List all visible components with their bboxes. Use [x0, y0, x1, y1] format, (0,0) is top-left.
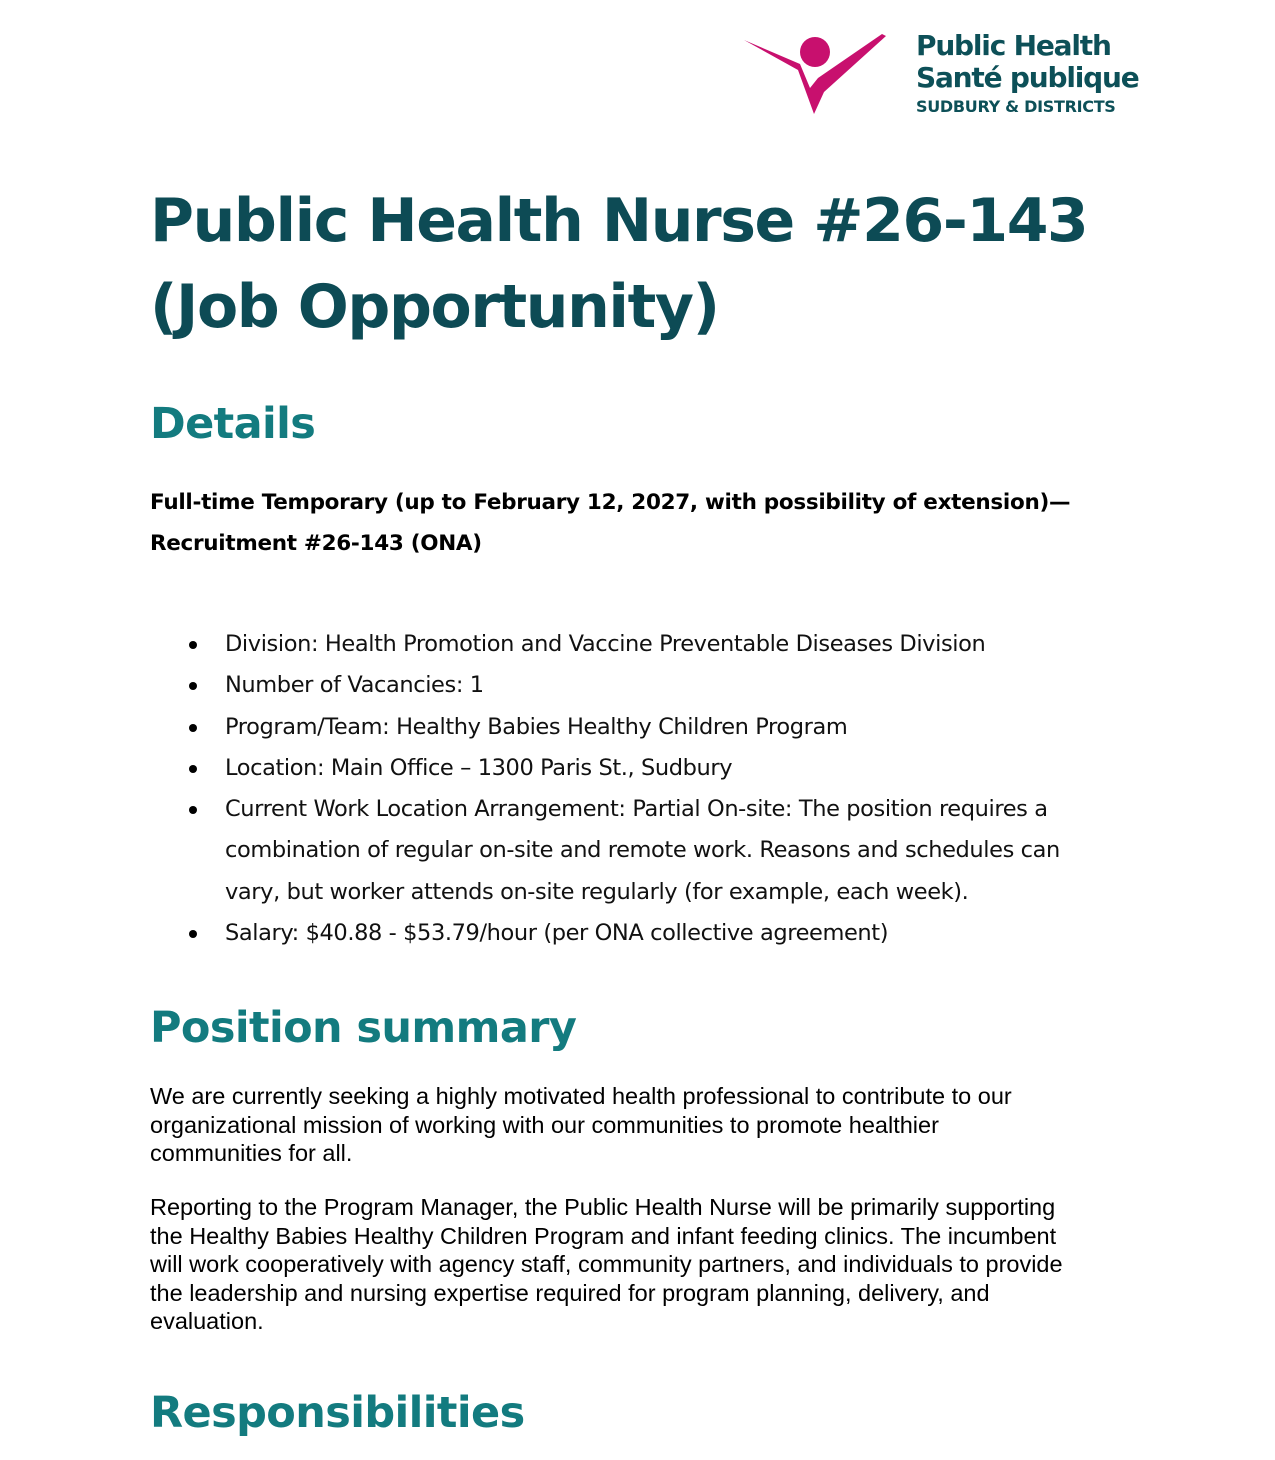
page-title: [150, 178, 1150, 350]
list-item-vacancies: [150, 665, 1140, 706]
responsibilities-heading: Responsibilities: [150, 1388, 525, 1438]
logo-line-english: Public Health: [916, 29, 1111, 62]
summary-paragraph-2: [150, 1193, 1140, 1336]
paragraph-line: We are currently seeking a highly motivated health professional to contribute to our: [150, 1083, 1012, 1109]
bullet-icon: [189, 765, 197, 773]
list-item-salary: [150, 913, 1140, 954]
list-item-text: Location: Main Office – 1300 Paris St., Sudbury: [225, 754, 733, 781]
paragraph-line: communities for all.: [150, 1140, 353, 1166]
logo-wordmark: [916, 29, 1139, 118]
employment-type-subheading: [150, 482, 1140, 564]
list-item-text: Number of Vacancies: 1: [225, 672, 484, 699]
list-item-text: vary, but worker attends on-site regularly (for example, each week).: [225, 878, 969, 905]
list-item-work-arrangement: [150, 789, 1140, 913]
details-list: [150, 624, 1140, 954]
logo-line-french: Santé publique: [916, 61, 1139, 94]
list-item-text: combination of regular on-site and remote work. Reasons and schedules can: [225, 837, 1060, 864]
title-line: Public Health Nurse #26-143: [150, 186, 1088, 256]
bullet-icon: [189, 682, 197, 690]
list-item-division: [150, 624, 1140, 665]
list-item-text: Salary: $40.88 - $53.79/hour (per ONA collective agreement): [225, 920, 889, 947]
paragraph-line: evaluation.: [150, 1308, 264, 1334]
bullet-icon: [189, 724, 197, 732]
paragraph-line: will work cooperatively with agency staff, community partners, and individuals to provide: [150, 1251, 1063, 1277]
organization-logo: [744, 29, 1139, 122]
list-item-text: Current Work Location Arrangement: Partial On-site: The position requires a: [225, 796, 1048, 823]
logo-line-region: SUDBURY & DISTRICTS: [916, 97, 1116, 116]
subheading-line: Recruitment #26-143 (ONA): [150, 531, 482, 556]
person-figure-logo-icon: [744, 34, 886, 114]
details-heading: Details: [150, 399, 316, 449]
paragraph-line: the leadership and nursing expertise required for program planning, delivery, and: [150, 1279, 990, 1306]
paragraph-line: organizational mission of working with our communities to promote healthier: [150, 1111, 939, 1138]
bullet-icon: [189, 641, 197, 649]
position-summary-heading: Position summary: [150, 1003, 577, 1053]
subheading-line: Full-time Temporary (up to February 12, 2027, with possibility of extension)—: [150, 490, 1071, 515]
summary-paragraph-1: [150, 1082, 1140, 1168]
paragraph-line: Reporting to the Program Manager, the Public Health Nurse will be primarily supporting: [150, 1194, 1056, 1220]
bullet-icon: [189, 806, 197, 814]
paragraph-line: the Healthy Babies Healthy Children Program and infant feeding clinics. The incumbent: [150, 1222, 1057, 1249]
list-item-text: Division: Health Promotion and Vaccine Preventable Diseases Division: [225, 631, 986, 657]
list-item-program: [150, 707, 1140, 748]
bullet-icon: [189, 930, 197, 938]
list-item-location: [150, 748, 1140, 789]
list-item-text: Program/Team: Healthy Babies Healthy Children Program: [225, 713, 848, 740]
title-line: (Job Opportunity): [150, 272, 719, 342]
